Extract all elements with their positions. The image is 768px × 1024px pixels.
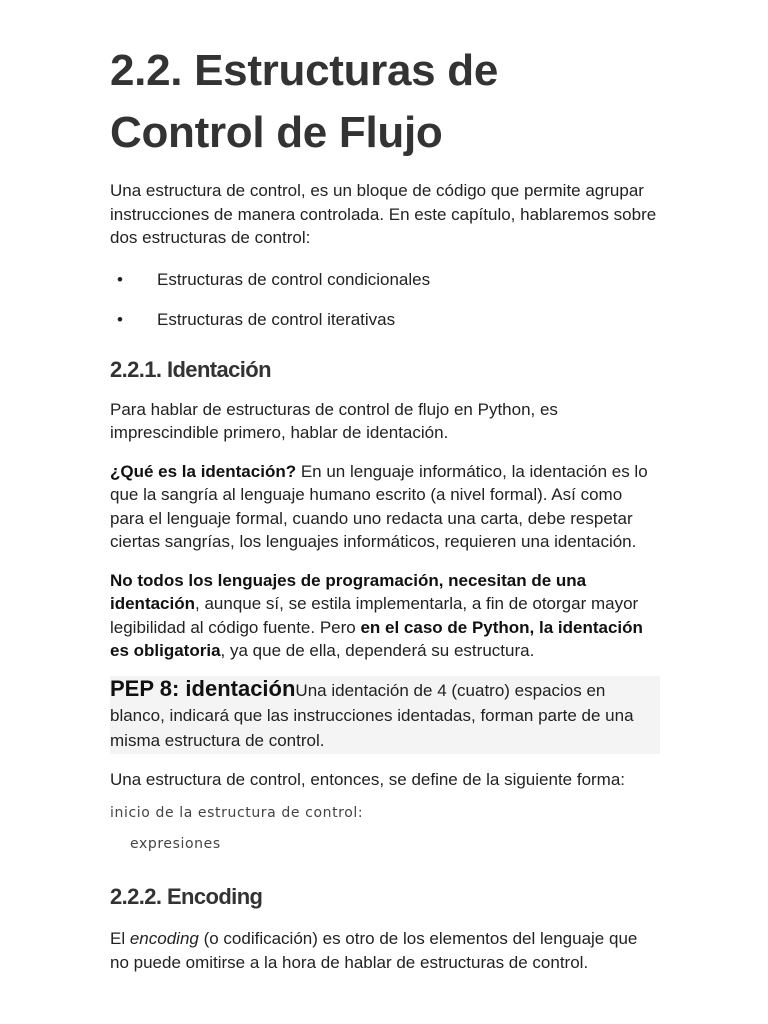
intro-paragraph: Una estructura de control, es un bloque de código que permite agrupar instrucciones de manera controlada. En este capítulo, hablaremos sobre dos estructuras de control: bbox=[110, 181, 657, 247]
question-bold: ¿Qué es la identación? bbox=[110, 461, 297, 481]
identacion-paragraph-2-text: En un lenguaje informático, la identación es lo que la sangría al lenguaje humano escrito (a nivel formal). Así como para el lenguaje formal, cuando uno redacta una carta, debe respetar ciertas sangrías, los lenguajes informáticos, requieren una identación. bbox=[110, 461, 648, 551]
pep8-note-content bbox=[110, 676, 660, 753]
pep8-note-title: PEP 8: identación bbox=[110, 675, 296, 701]
identacion-paragraph-3-text-1: , aunque sí, se estila implementarla, a fin de otorgar mayor legibilidad al código fuente. Pero bbox=[110, 594, 639, 637]
encoding-term: encoding bbox=[129, 929, 199, 948]
list-item bbox=[110, 308, 660, 332]
code-line-indented: expresiones bbox=[130, 836, 221, 852]
code-line: inicio de la estructura de control: bbox=[110, 805, 364, 821]
section-heading-identacion: 2.2.1. Identación bbox=[110, 356, 271, 382]
bullet-icon: • bbox=[117, 269, 123, 289]
identacion-paragraph-3 bbox=[110, 569, 660, 663]
page-title-line2: Control de Flujo bbox=[110, 108, 443, 157]
control-structures-list bbox=[110, 268, 660, 332]
code-example bbox=[110, 804, 660, 853]
pep8-note-body: Una identación de 4 (cuatro) espacios en blanco, indicará que las instrucciones identadas, forman parte de una misma estructura de control. bbox=[110, 680, 634, 750]
encoding-paragraph-text: (o codificación) es otro de los elementos del lenguaje que no puede omitirse a la hora de hablar de estructuras de control. bbox=[110, 929, 638, 972]
definition-paragraph: Una estructura de control, entonces, se define de la siguiente forma: bbox=[110, 769, 626, 789]
identacion-paragraph-1: Para hablar de estructuras de control de flujo en Python, es imprescindible primero, hablar de identación. bbox=[110, 399, 558, 442]
pep8-note bbox=[110, 676, 660, 754]
encoding-paragraph-start: El bbox=[110, 929, 130, 948]
page-title bbox=[110, 40, 660, 164]
identacion-paragraph-3-text-2: , ya que de ella, dependerá su estructura. bbox=[220, 641, 535, 660]
list-item bbox=[110, 268, 660, 292]
list-item-text: Estructuras de control iterativas bbox=[157, 310, 396, 329]
emphasis-bold-1: No todos los lenguajes de programación, necesitan de una identación bbox=[110, 570, 587, 613]
section-heading-encoding: 2.2.2. Encoding bbox=[110, 884, 263, 909]
list-item-text: Estructuras de control condicionales bbox=[157, 269, 431, 289]
identacion-paragraph-2 bbox=[110, 460, 660, 554]
encoding-paragraph bbox=[110, 927, 660, 974]
bullet-icon: • bbox=[117, 310, 123, 329]
page-title-line1: 2.2. Estructuras de bbox=[110, 46, 499, 95]
emphasis-bold-2: en el caso de Python, la identación es obligatoria bbox=[110, 617, 643, 660]
document-page bbox=[110, 40, 660, 974]
